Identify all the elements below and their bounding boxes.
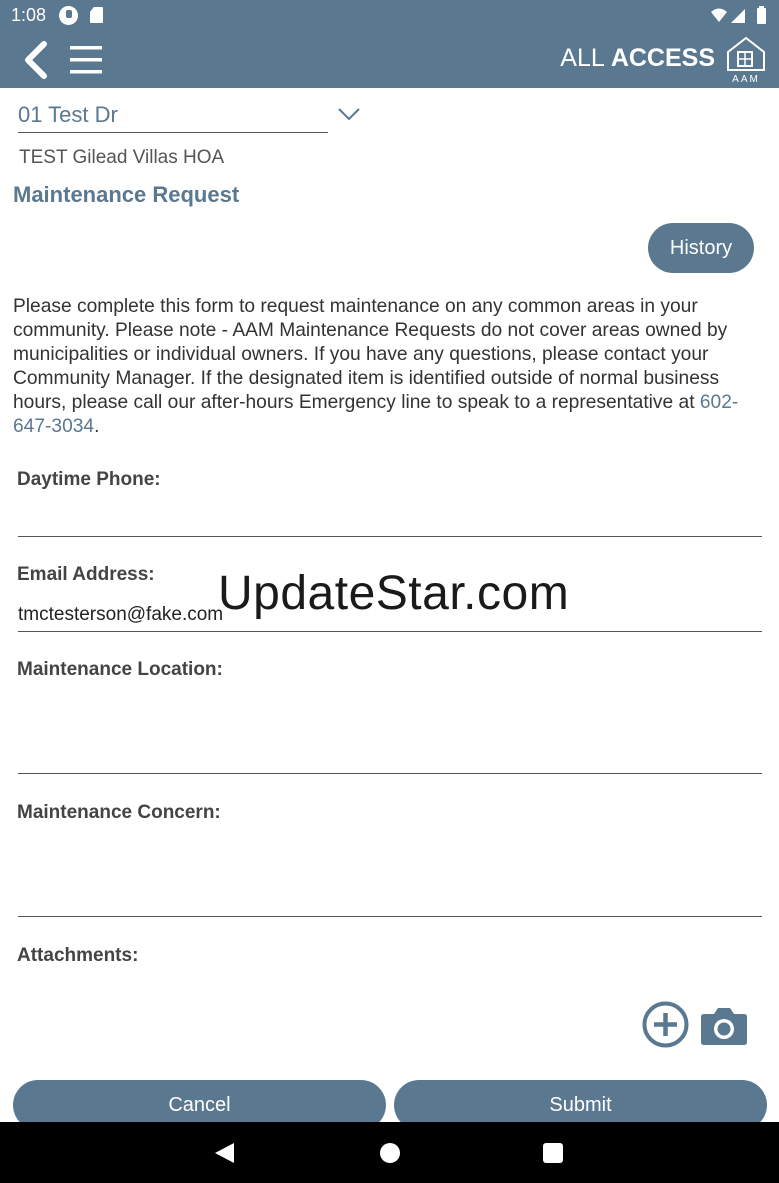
- brand-light: ALL: [560, 44, 611, 72]
- p-icon: [59, 6, 78, 25]
- signal-icon: [731, 9, 745, 23]
- submit-button[interactable]: Submit: [394, 1080, 767, 1130]
- concern-underline: [18, 916, 762, 917]
- add-circle-icon[interactable]: [642, 1001, 689, 1048]
- logo-text: AAM: [732, 74, 760, 84]
- camera-icon[interactable]: [700, 1004, 748, 1046]
- intro-body: Please complete this form to request maintenance on any common areas in your community. Please note - AAM Maintenance Requests do not cover areas owned by municipalities or individual owners. If you have any questions, please contact your Community Manager. If the designated item is identified outside of normal business hours, please call our after-hours Emergency line to speak to a representative at: [13, 296, 728, 413]
- wifi-icon: [711, 9, 727, 23]
- aam-logo: [725, 36, 767, 84]
- status-bar: [0, 0, 779, 32]
- app-bar: [0, 32, 779, 88]
- sd-card-icon: [90, 7, 103, 23]
- brand-bold: ACCESS: [610, 44, 715, 72]
- intro-end: .: [94, 416, 100, 437]
- back-icon[interactable]: [18, 38, 54, 82]
- email-input[interactable]: tmctesterson@fake.com: [18, 604, 224, 625]
- location-underline: [18, 773, 762, 774]
- daytime-phone-underline: [18, 536, 762, 537]
- property-select[interactable]: [18, 98, 328, 133]
- intro-text: [13, 295, 753, 439]
- history-button[interactable]: History: [648, 223, 754, 273]
- location-label: Maintenance Location:: [17, 659, 223, 680]
- attachments-label: Attachments:: [17, 945, 139, 966]
- hoa-name: TEST Gilead Villas HOA: [19, 147, 225, 168]
- concern-label: Maintenance Concern:: [17, 802, 221, 823]
- watermark: UpdateStar.com: [218, 567, 570, 620]
- property-value: 01 Test Dr: [18, 102, 118, 127]
- status-time: 1:08: [11, 5, 47, 25]
- battery-icon: [757, 8, 766, 24]
- menu-icon[interactable]: [66, 40, 106, 80]
- nav-home-icon[interactable]: [380, 1143, 400, 1163]
- nav-back-icon[interactable]: [212, 1142, 236, 1164]
- status-right-icons: [709, 6, 771, 26]
- email-underline: [18, 631, 762, 632]
- brand-name: [560, 44, 715, 73]
- page-title: Maintenance Request: [13, 182, 240, 207]
- email-label: Email Address:: [17, 564, 155, 585]
- emergency-phone-link[interactable]: 602-647-3034: [13, 392, 739, 437]
- chevron-down-icon[interactable]: [336, 104, 362, 124]
- cancel-button[interactable]: Cancel: [13, 1080, 386, 1130]
- nav-recents-icon[interactable]: [543, 1143, 563, 1163]
- system-nav-bar: [0, 1122, 779, 1183]
- daytime-phone-label: Daytime Phone:: [17, 469, 161, 490]
